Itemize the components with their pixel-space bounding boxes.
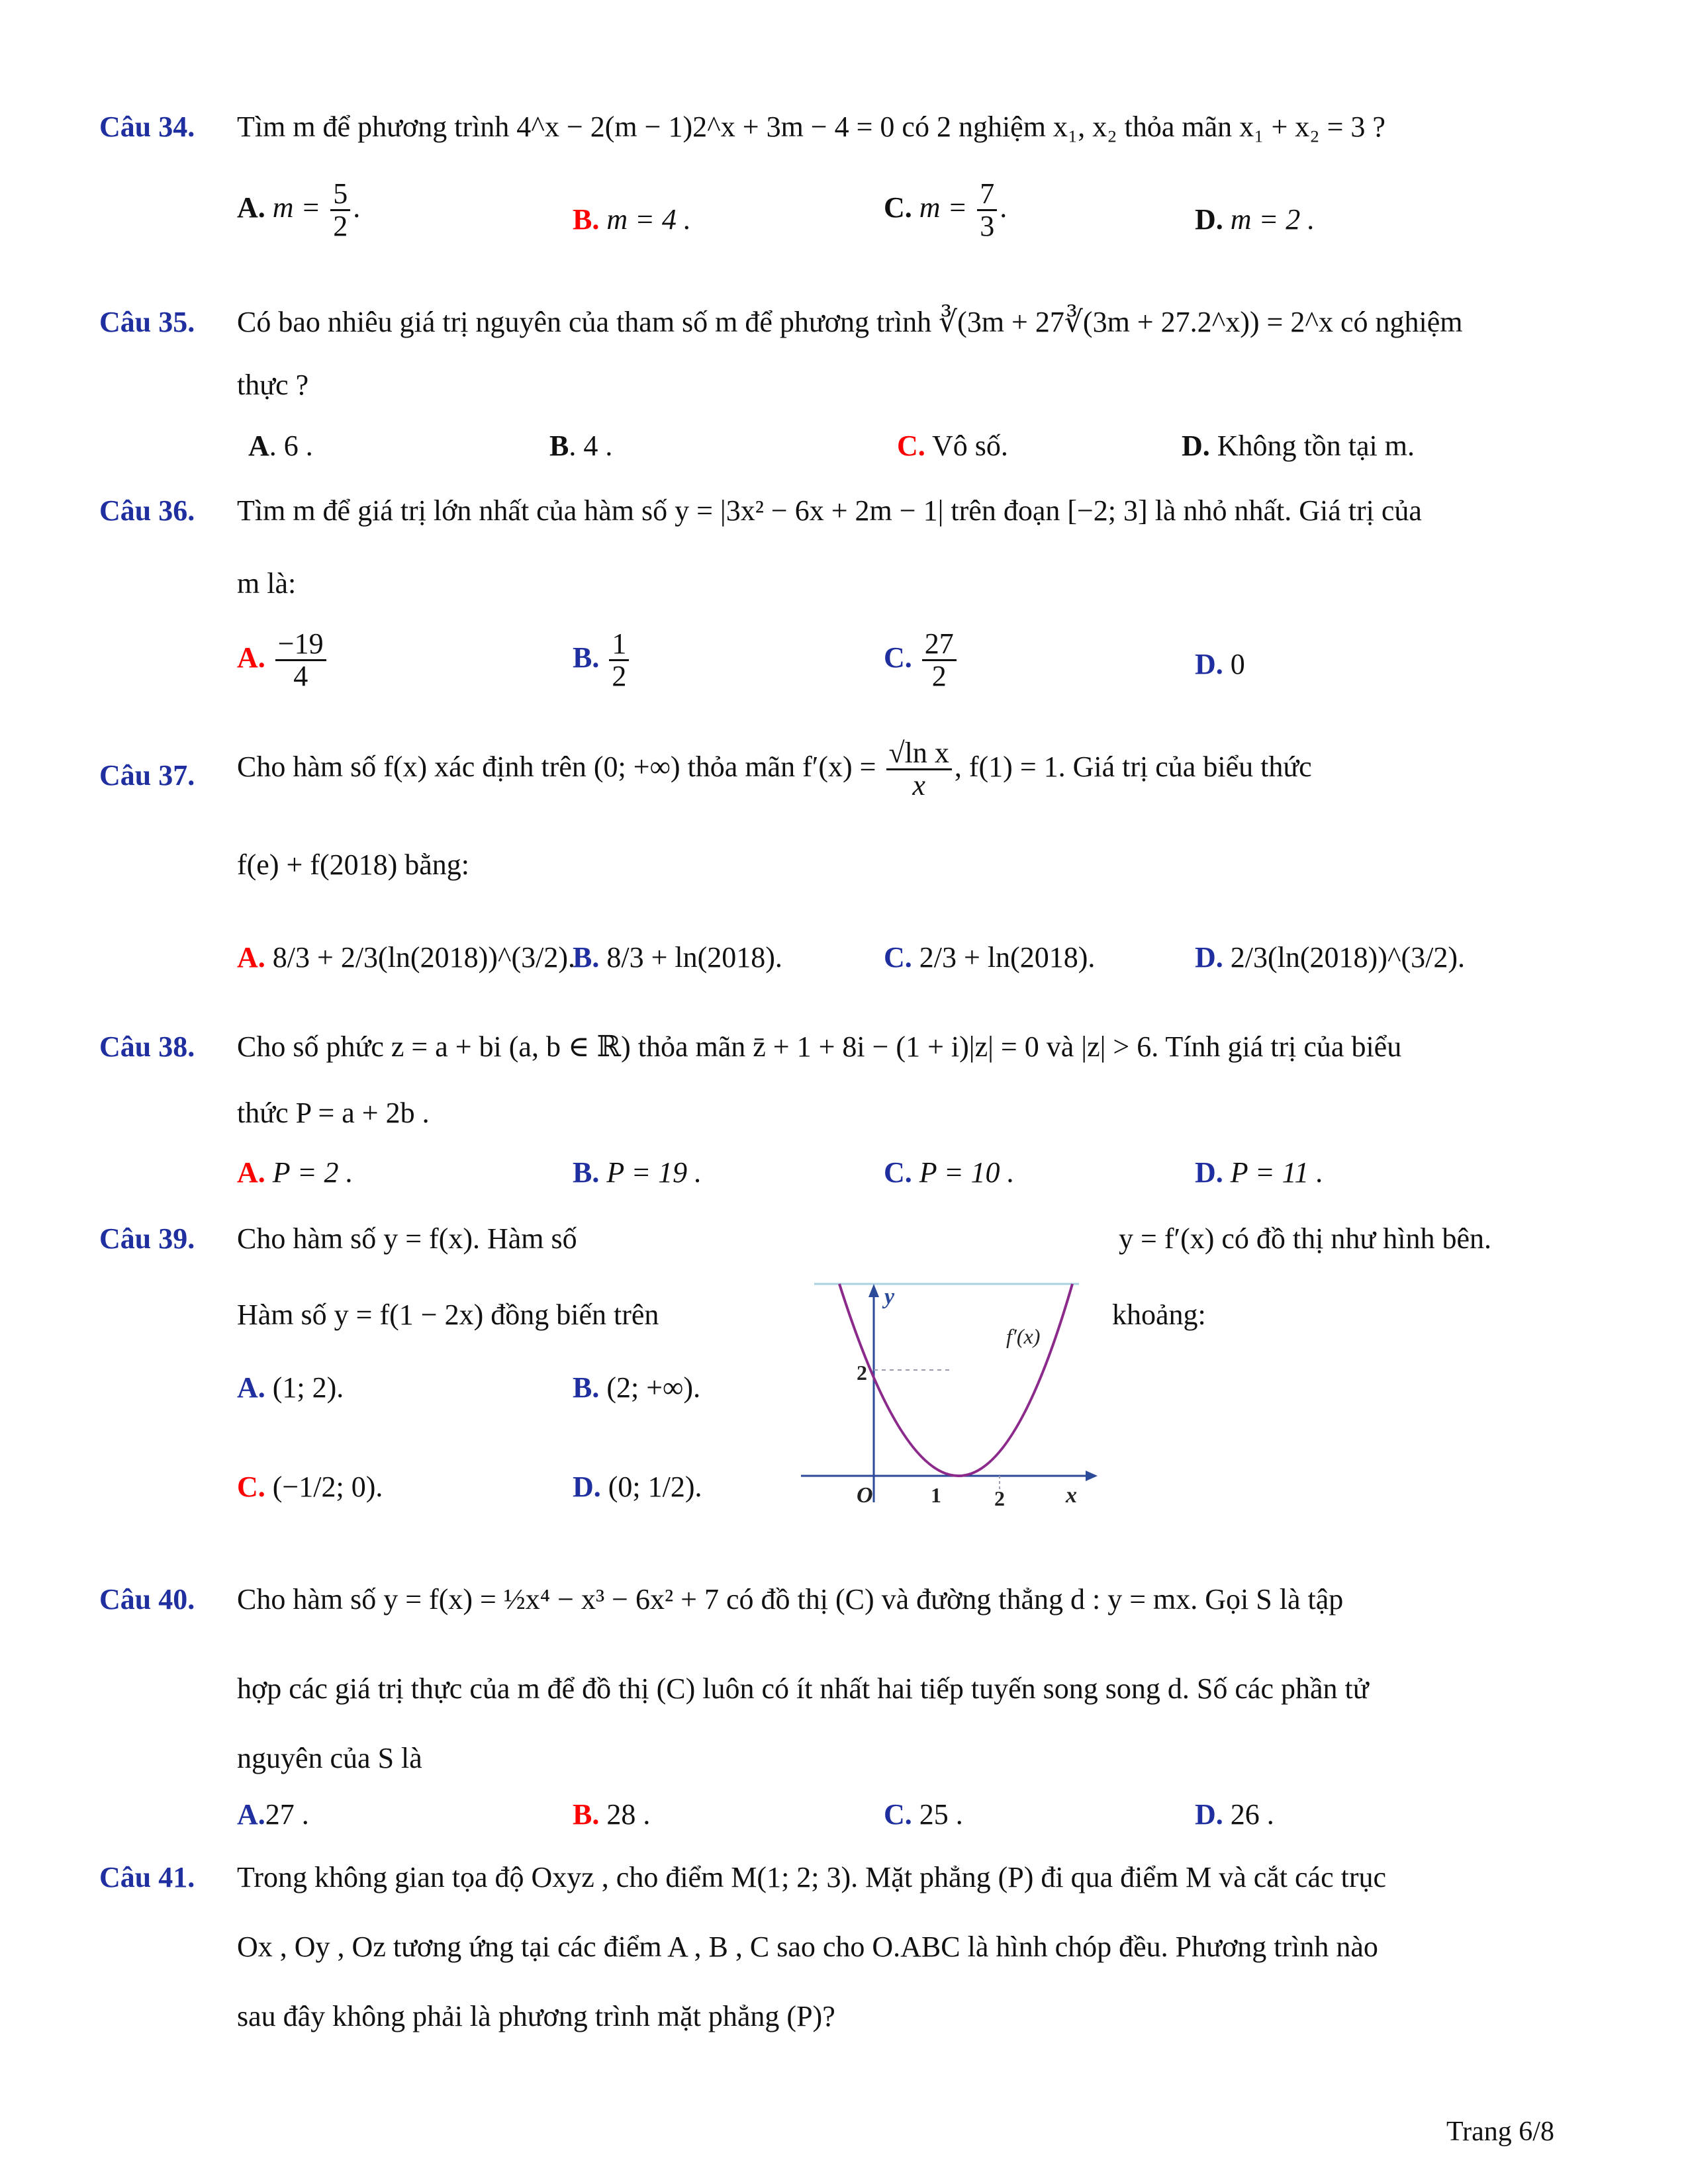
q40-option-d: D. 26 .: [1195, 1798, 1274, 1831]
question-39-stem-left2: Hàm số y = f(1 − 2x) đồng biến trên: [237, 1298, 659, 1331]
q36-option-c: C. $\frac{27}{2}$: [884, 629, 959, 692]
question-34-stem: Tìm m để phương trình 4^x − 2(m − 1)2^x + 3m − 4 = 0 có 2 nghiệm x₁, x₂ thỏa mãn x₁ + x₂ = 3 ?: [237, 111, 1385, 143]
question-41-label: Câu 41.: [99, 1861, 195, 1893]
question-37-label: Câu 37.: [99, 759, 195, 792]
q36-option-b: B. $\frac{1}{2}$: [573, 629, 632, 692]
q39-option-d: D. (0; 1/2).: [573, 1471, 702, 1503]
q38-option-d: D. P = 11 .: [1195, 1156, 1324, 1189]
question-41-stem-line2: Ox , Oy , Oz tương ứng tại các điểm A , B , C sao cho O.ABC là hình chóp đều. Phương trình nào: [237, 1931, 1378, 1963]
q38-option-b: B. P = 19 .: [573, 1156, 702, 1189]
q34-option-b: B. m = 4 .: [573, 203, 691, 236]
curve-label: f′(x): [1006, 1324, 1041, 1348]
question-40-stem-line2: hợp các giá trị thực của m để đồ thị (C) luôn có ít nhất hai tiếp tuyến song song d. Số các phần tử: [237, 1672, 1369, 1705]
q40-option-b: B. 28 .: [573, 1798, 651, 1831]
fraction: $\frac{5}{2}$: [330, 179, 350, 242]
question-37-stem-line1: Cho hàm số f(x) xác định trên (0; +∞) thỏa mãn f′(x) = $\frac{\text{√ln x}}{x}$ , f(1) = 1. Giá trị của biểu thức: [237, 737, 1312, 802]
question-36-stem-line2: m là:: [237, 567, 297, 600]
q35-option-c: C. Vô số.: [897, 430, 1008, 462]
x-axis-label: x: [1066, 1483, 1077, 1508]
question-40-label: Câu 40.: [99, 1583, 195, 1615]
question-34-label: Câu 34.: [99, 111, 195, 143]
q36-option-a: A. $\frac{-19}{4}$: [237, 629, 329, 692]
question-40-stem-line3: nguyên của S là: [237, 1742, 422, 1774]
q37-option-d: D. 2/3(ln(2018))^(3/2).: [1195, 941, 1466, 974]
question-35-stem-line2: thực ?: [237, 369, 309, 401]
derivative-graph: [801, 1277, 1105, 1516]
q39-option-a: A. (1; 2).: [237, 1371, 344, 1404]
y-axis-arrow: [868, 1284, 879, 1297]
question-39-stem-right1: y = f′(x) có đồ thị như hình bên.: [1119, 1222, 1491, 1255]
q34-option-d: D. m = 2 .: [1195, 203, 1315, 236]
question-36-label: Câu 36.: [99, 494, 195, 527]
question-35-stem-line1: Có bao nhiêu giá trị nguyên của tham số m để phương trình ∛(3m + 27∛(3m + 27.2^x)) = 2^x có nghiệm: [237, 306, 1463, 338]
question-41-stem-line1: Trong không gian tọa độ Oxyz , cho điểm M(1; 2; 3). Mặt phẳng (P) đi qua điểm M và cắt các trục: [237, 1861, 1387, 1893]
q37-option-c: C. 2/3 + ln(2018).: [884, 941, 1096, 974]
question-39-stem-right2: khoảng:: [1112, 1298, 1206, 1331]
origin-label: O: [857, 1483, 873, 1508]
x-axis-arrow: [1086, 1471, 1098, 1481]
question-41-stem-line3: sau đây không phải là phương trình mặt phẳng (P)?: [237, 2000, 835, 2032]
q38-option-c: C. P = 10 .: [884, 1156, 1015, 1189]
tick-x-1: 1: [931, 1483, 941, 1507]
q34-option-a: A. m = $\frac{5}{2}$ .: [237, 177, 361, 243]
question-40-stem-line1: Cho hàm số y = f(x) = ½x⁴ − x³ − 6x² + 7 có đồ thị (C) và đường thẳng d : y = mx. Gọi S là tập: [237, 1583, 1344, 1615]
question-35-label: Câu 35.: [99, 306, 195, 338]
question-39-label: Câu 39.: [99, 1222, 195, 1255]
q35-option-d: D. Không tồn tại m.: [1182, 430, 1415, 462]
question-38-stem-line2: thức P = a + 2b .: [237, 1097, 430, 1129]
y-axis-label: y: [884, 1285, 895, 1309]
question-37-stem-line2: f(e) + f(2018) bằng:: [237, 848, 470, 881]
q40-option-a: A.27 .: [237, 1798, 309, 1831]
q34-option-c: C. m = $\frac{7}{3}$ .: [884, 177, 1008, 243]
question-36-stem-line1: Tìm m để giá trị lớn nhất của hàm số y = |3x² − 6x + 2m − 1| trên đoạn [−2; 3] là nhỏ nhất. Giá trị của: [237, 494, 1422, 527]
q35-option-a: A. 6 .: [248, 430, 313, 462]
q40-option-c: C. 25 .: [884, 1798, 963, 1831]
question-39-stem-left1: Cho hàm số y = f(x). Hàm số: [237, 1222, 577, 1255]
q37-option-a: A. 8/3 + 2/3(ln(2018))^(3/2).: [237, 941, 576, 974]
option-letter: A.: [237, 191, 265, 224]
tick-y-2: 2: [857, 1361, 867, 1385]
q39-option-c: C. (−1/2; 0).: [237, 1471, 383, 1503]
q36-option-d: D. 0: [1195, 648, 1245, 680]
q39-option-b: B. (2; +∞).: [573, 1371, 701, 1404]
question-38-label: Câu 38.: [99, 1030, 195, 1063]
page-number: Trang 6/8: [1446, 2116, 1554, 2147]
q35-option-b: B. 4 .: [549, 430, 613, 462]
question-38-stem-line1: Cho số phức z = a + bi (a, b ∈ ℝ) thỏa mãn z̄ + 1 + 8i − (1 + i)|z| = 0 và |z| > 6. Tính giá trị của biểu: [237, 1030, 1402, 1063]
tick-x-2: 2: [994, 1486, 1005, 1510]
q37-option-b: B. 8/3 + ln(2018).: [573, 941, 782, 974]
option-text: m =: [272, 191, 321, 224]
q38-option-a: A. P = 2 .: [237, 1156, 353, 1189]
